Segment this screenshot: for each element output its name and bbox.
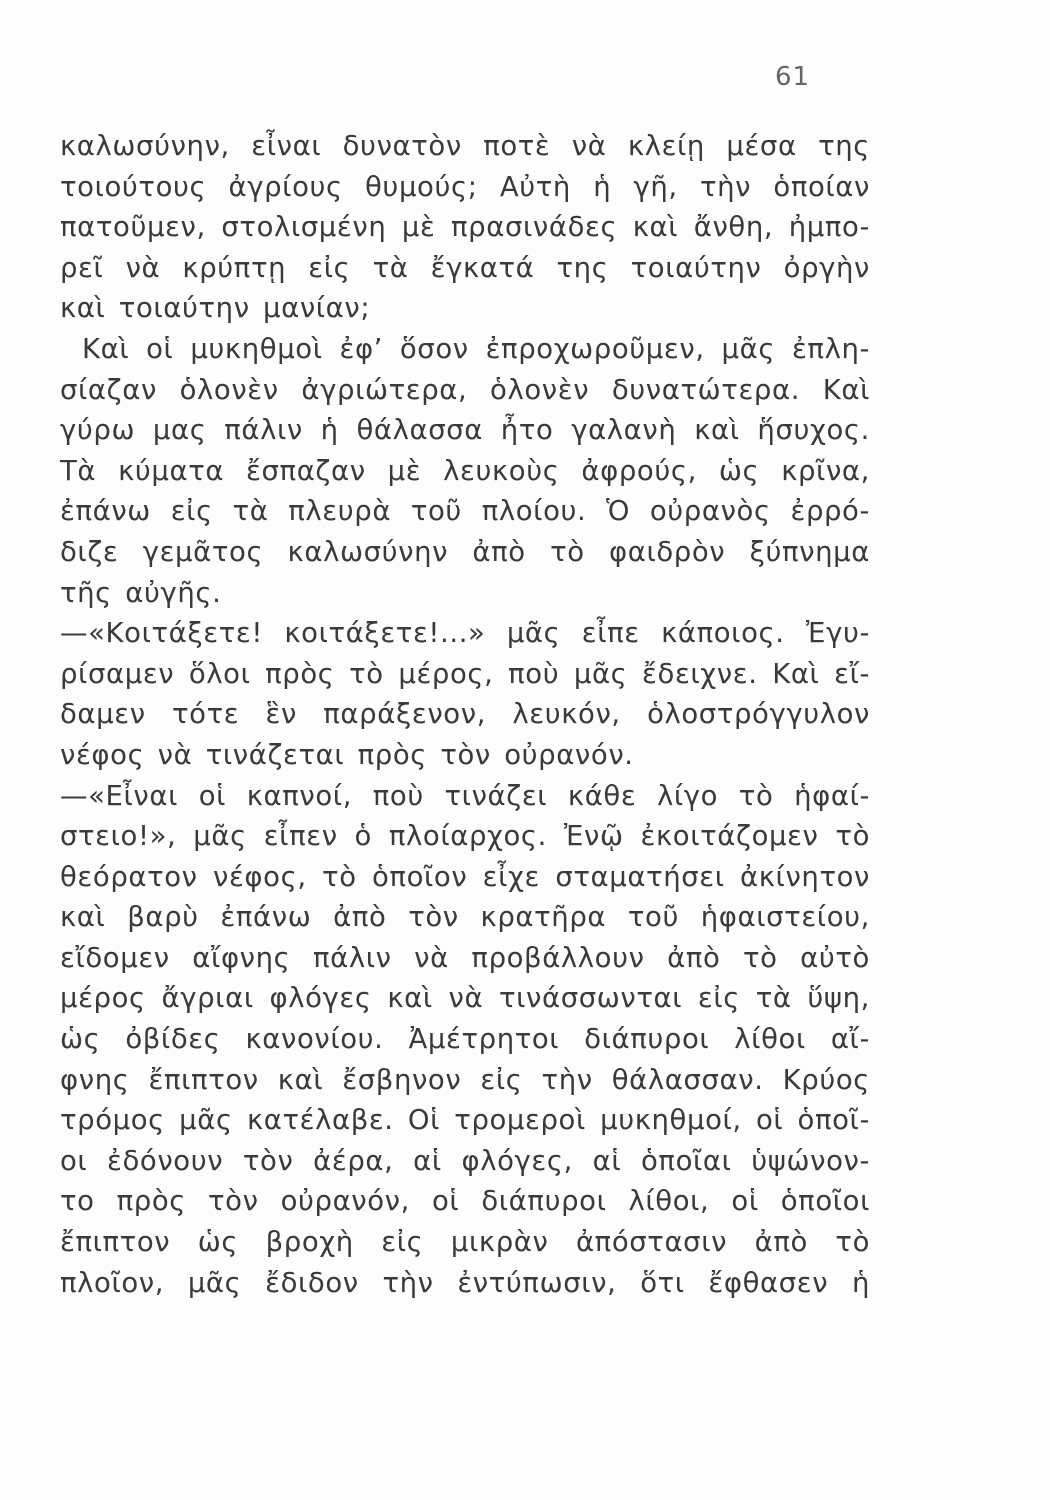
text-line: πατοῦμεν, στολισμένη μὲ πρασινάδες καὶ ἄνθη, ἠμπο- bbox=[60, 211, 870, 244]
text-line: νέφος νὰ τινάζεται πρὸς τὸν οὐρανόν. bbox=[60, 738, 634, 771]
text-line: γύρω μας πάλιν ἡ θάλασσα ἦτο γαλανὴ καὶ ἥσυχος. bbox=[60, 414, 870, 447]
text-line: μέρος ἄγριαι φλόγες καὶ νὰ τινάσσωνται εἰς τὰ ὕψη, bbox=[60, 982, 870, 1015]
body-text bbox=[60, 126, 870, 1303]
text-line: εἴδομεν αἴφνης πάλιν νὰ προβάλλουν ἀπὸ τὸ αὐτὸ bbox=[60, 941, 870, 974]
text-line: καὶ βαρὺ ἐπάνω ἀπὸ τὸν κρατῆρα τοῦ ἡφαιστείου, bbox=[60, 901, 870, 934]
text-line: σίαζαν ὁλονὲν ἀγριώτερα, ὁλονὲν δυνατώτερα. Καὶ bbox=[60, 373, 870, 406]
text-line: ἔπιπτον ὡς βροχὴ εἰς μικρὰν ἀπόστασιν ἀπὸ τὸ bbox=[60, 1226, 870, 1259]
text-line: τοιούτους ἀγρίους θυμούς; Αὐτὴ ἡ γῆ, τὴν ὁποίαν bbox=[60, 170, 870, 203]
text-line: οι ἐδόνουν τὸν ἀέρα, αἱ φλόγες, αἱ ὁποῖαι ὑψώνον- bbox=[60, 1144, 870, 1177]
page-number: 61 bbox=[775, 62, 811, 92]
text-line: Τὰ κύματα ἔσπαζαν μὲ λευκοὺς ἀφρούς, ὡς κρῖνα, bbox=[60, 454, 870, 487]
text-line: το πρὸς τὸν οὐρανόν, οἱ διάπυροι λίθοι, οἱ ὁποῖοι bbox=[60, 1185, 870, 1218]
text-line: ρίσαμεν ὅλοι πρὸς τὸ μέρος, ποὺ μᾶς ἔδειχνε. Καὶ εἴ- bbox=[60, 657, 870, 690]
text-line: καλωσύνην, εἶναι δυνατὸν ποτὲ νὰ κλείῃ μέσα της bbox=[60, 130, 870, 162]
text-line: Καὶ οἱ μυκηθμοὶ ἐφ’ ὅσον ἐπροχωροῦμεν, μᾶς ἐπλη- bbox=[82, 332, 870, 365]
text-line: —«Κοιτάξετε! κοιτάξετε!...» μᾶς εἶπε κάποιος. Ἐγυ- bbox=[60, 617, 870, 650]
text-line: διζε γεμᾶτος καλωσύνην ἀπὸ τὸ φαιδρὸν ξύπνημα bbox=[60, 535, 870, 568]
text-line: ὡς ὀβίδες κανονίου. Ἀμέτρητοι διάπυροι λίθοι αἴ- bbox=[60, 1023, 870, 1056]
text-line: φνης ἔπιπτον καὶ ἔσβηνον εἰς τὴν θάλασσαν. Κρύος bbox=[60, 1063, 870, 1096]
text-line: τρόμος μᾶς κατέλαβε. Οἱ τρομεροὶ μυκηθμοί, οἱ ὁποῖ- bbox=[60, 1104, 870, 1137]
text-line: ρεῖ νὰ κρύπτῃ εἰς τὰ ἔγκατά της τοιαύτην ὀργὴν bbox=[60, 251, 870, 284]
text-line: καὶ τοιαύτην μανίαν; bbox=[60, 292, 371, 325]
text-line: τῆς αὐγῆς. bbox=[60, 576, 222, 609]
text-line: πλοῖον, μᾶς ἔδιδον τὴν ἐντύπωσιν, ὅτι ἔφθασεν ἡ bbox=[60, 1266, 870, 1299]
text-line: ἐπάνω εἰς τὰ πλευρὰ τοῦ πλοίου. Ὁ οὐρανὸς ἐρρό- bbox=[60, 495, 870, 528]
text-line: θεόρατον νέφος, τὸ ὁποῖον εἶχε σταματήσει ἀκίνητον bbox=[60, 860, 870, 893]
text-line: δαμεν τότε ἓν παράξενον, λευκόν, ὁλοστρόγγυλον bbox=[60, 698, 870, 731]
text-line: στειο!», μᾶς εἶπεν ὁ πλοίαρχος. Ἐνῷ ἐκοιτάζομεν τὸ bbox=[60, 820, 870, 853]
text-line: —«Εἶναι οἱ καπνοί, ποὺ τινάζει κάθε λίγο τὸ ἡφαί- bbox=[60, 779, 870, 812]
